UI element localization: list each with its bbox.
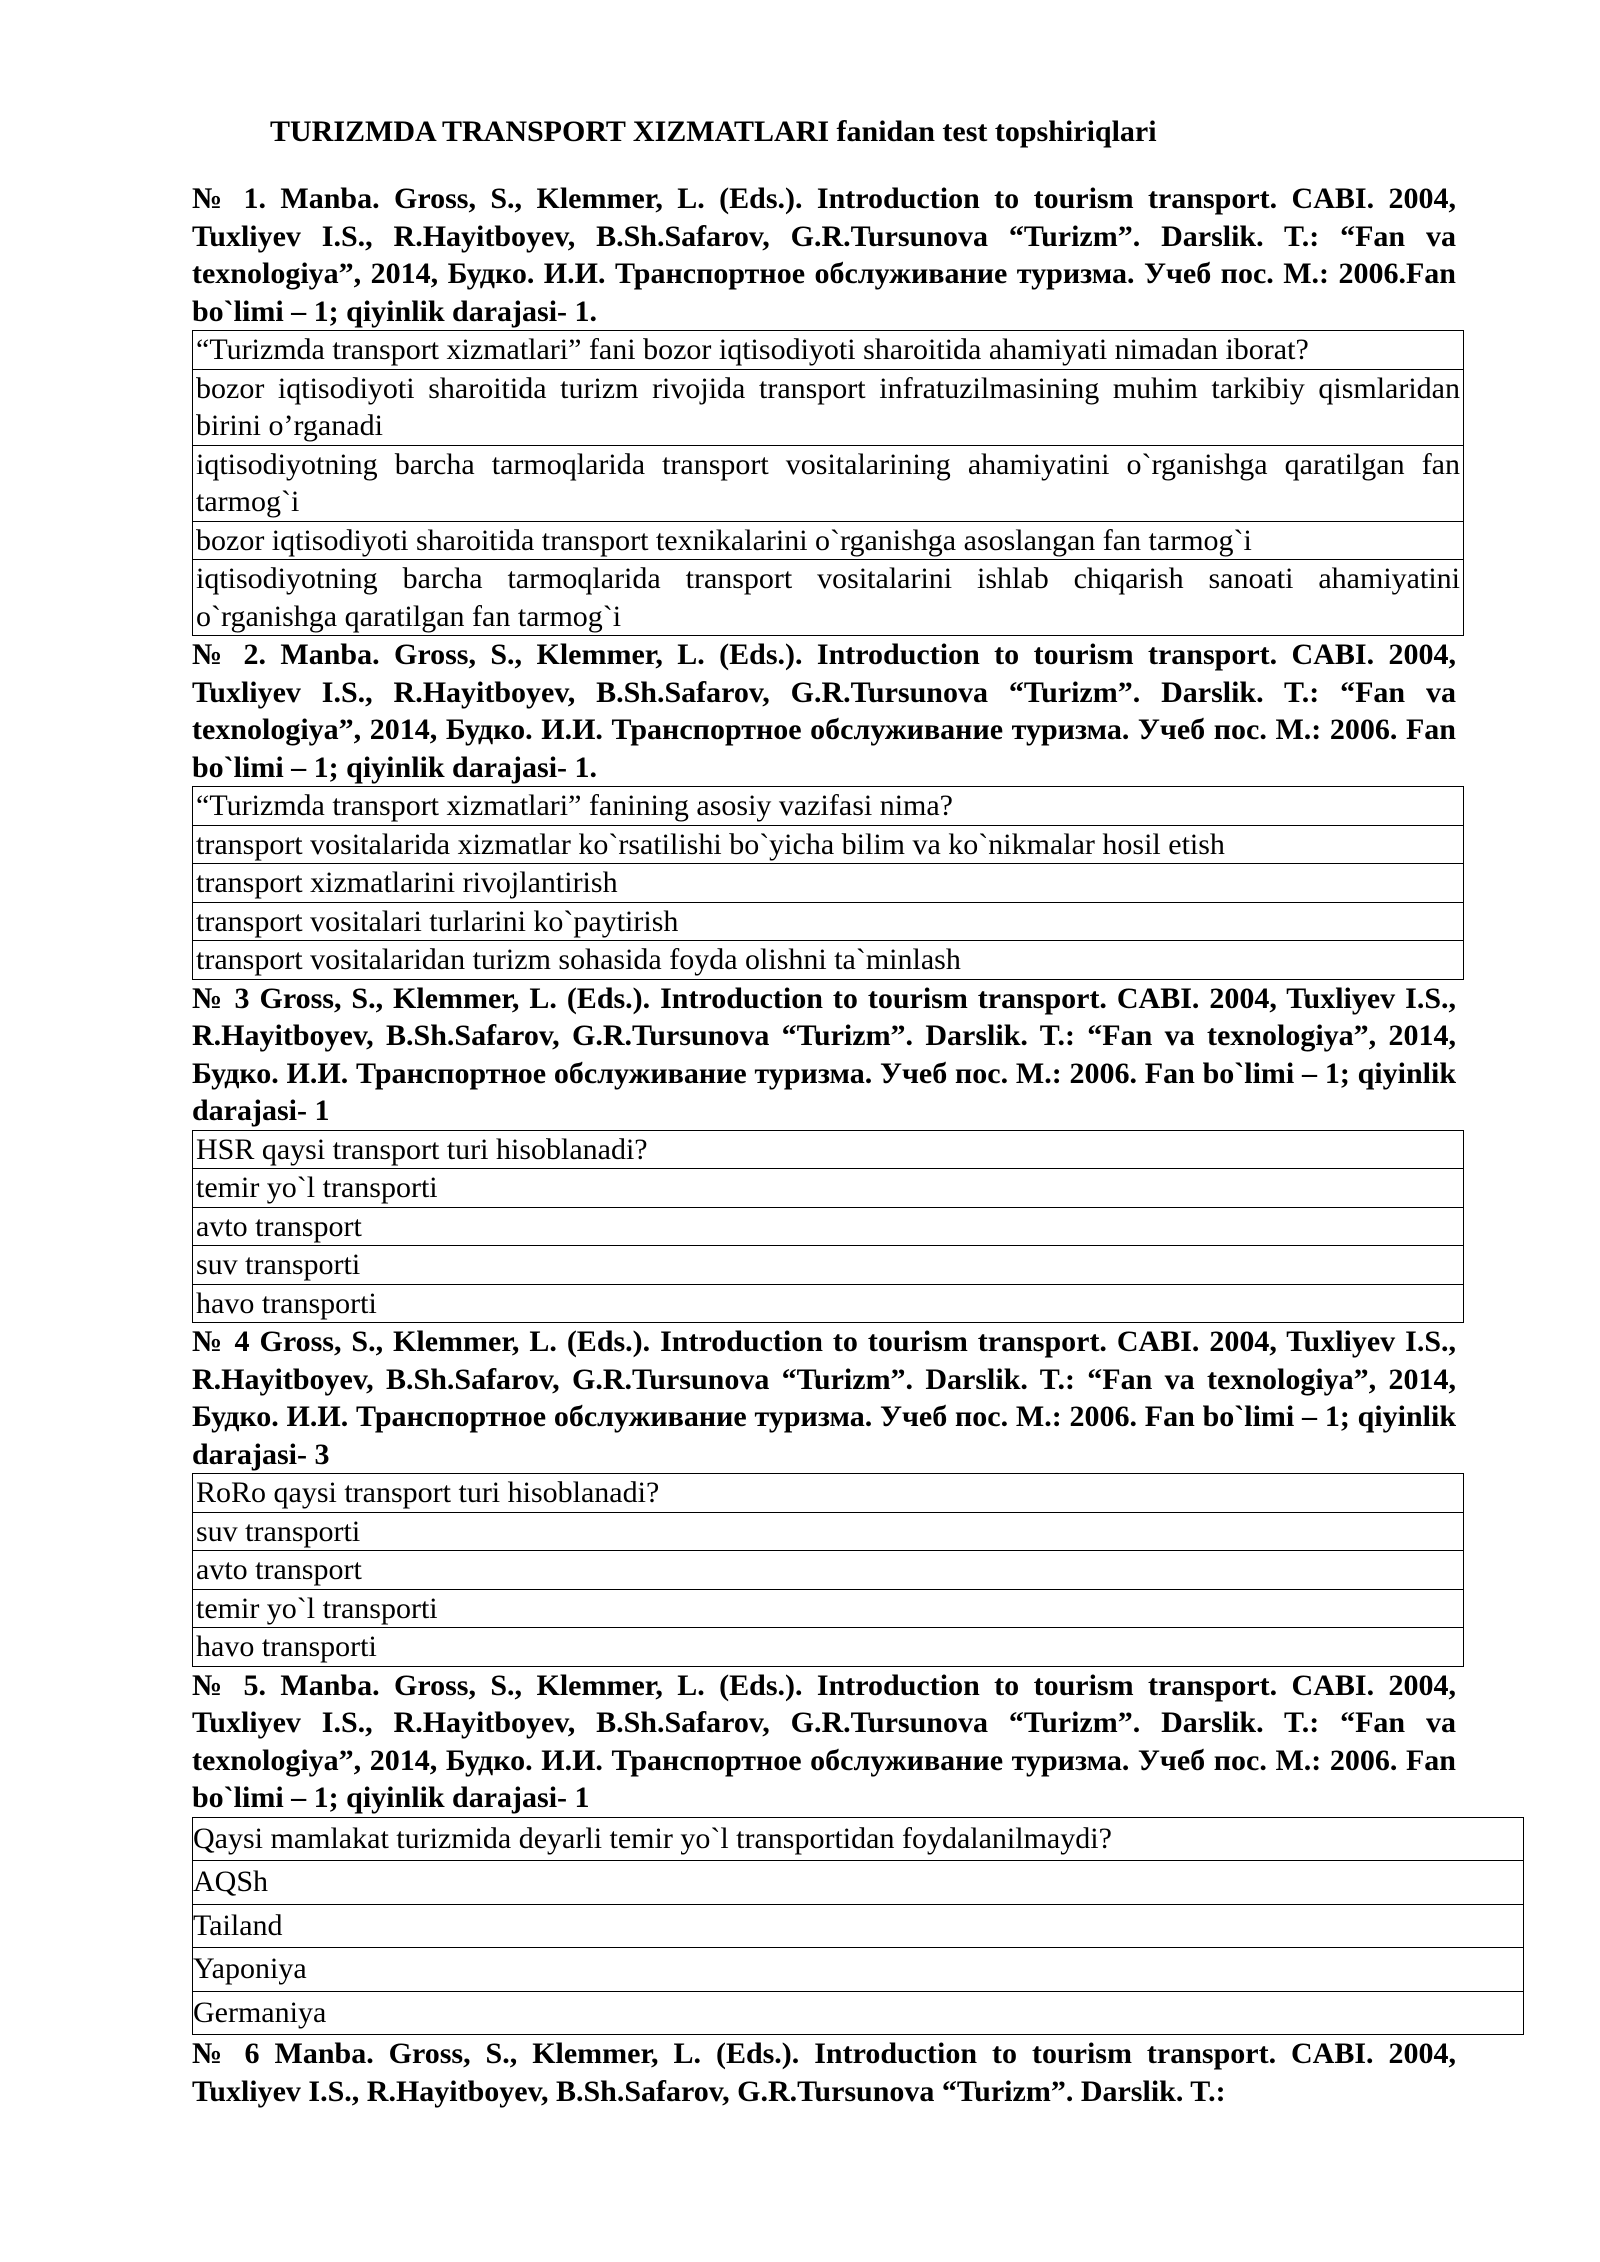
question-text: Qaysi mamlakat turizmida deyarli temir yo`l transportidan foydalanilmaydi?	[193, 1817, 1524, 1861]
answer-option: Germaniya	[193, 1991, 1524, 2035]
answer-option: transport xizmatlarini rivojlantirish	[193, 864, 1464, 903]
question-source-header: № 2. Manba. Gross, S., Klemmer, L. (Eds.). Introduction to tourism transport. CABI. 2004, Tuxliyev I.S., R.Hayitboyev, B.Sh.Safarov, G.R.Tursunova “Turizm”. Darslik. T.: “Fan va texnologiya”, 2014, Будко. И.И. Транспортное обслуживание туризма. Учеб пос. М.: 2006. Fan bo`limi – 1; qiyinlik darajasi- 1.	[192, 638, 1456, 784]
answer-option: iqtisodiyotning barcha tarmoqlarida transport vositalarini ishlab chiqarish sanoati ahamiyatini o`rganishga qaratilgan fan tarmog`i	[193, 560, 1464, 636]
answer-option: temir yo`l transporti	[193, 1589, 1464, 1628]
answer-option: havo transporti	[193, 1284, 1464, 1323]
question-source-header: № 3 Gross, S., Klemmer, L. (Eds.). Introduction to tourism transport. CABI. 2004, Tuxliyev I.S., R.Hayitboyev, B.Sh.Safarov, G.R.Tursunova “Turizm”. Darslik. T.: “Fan va texnologiya”, 2014, Будко. И.И. Транспортное обслуживание туризма. Учеб пос. М.: 2006. Fan bo`limi – 1; qiyinlik darajasi- 1	[192, 981, 1456, 1127]
answer-option: transport vositalari turlarini ko`paytirish	[193, 902, 1464, 941]
question-table	[192, 786, 1464, 980]
question-table	[192, 1473, 1464, 1667]
answer-option: transport vositalarida xizmatlar ko`rsatilishi bo`yicha bilim va ko`nikmalar hosil etish	[193, 825, 1464, 864]
answer-option: bozor iqtisodiyoti sharoitida turizm rivojida transport infratuzilmasining muhim tarkibiy qismlaridan birini o’rganadi	[193, 369, 1464, 445]
answer-option: suv transporti	[193, 1512, 1464, 1551]
answer-option: suv transporti	[193, 1246, 1464, 1285]
question-table	[192, 330, 1464, 636]
question-source-header: № 1. Manba. Gross, S., Klemmer, L. (Eds.). Introduction to tourism transport. CABI. 2004, Tuxliyev I.S., R.Hayitboyev, B.Sh.Safarov, G.R.Tursunova “Turizm”. Darslik. T.: “Fan va texnologiya”, 2014, Будко. И.И. Транспортное обслуживание туризма. Учеб пос. М.: 2006.Fan bo`limi – 1; qiyinlik darajasi- 1.	[192, 182, 1456, 328]
answer-option: AQSh	[193, 1861, 1524, 1905]
answer-option: Tailand	[193, 1904, 1524, 1948]
question-block-4	[192, 1323, 1456, 1667]
answer-option: havo transporti	[193, 1628, 1464, 1667]
answer-option: iqtisodiyotning barcha tarmoqlarida transport vositalarining ahamiyatini o`rganishga qaratilgan fan tarmog`i	[193, 445, 1464, 521]
answer-option: temir yo`l transporti	[193, 1169, 1464, 1208]
answer-option: bozor iqtisodiyoti sharoitida transport texnikalarini o`rganishga asoslangan fan tarmog`i	[193, 521, 1464, 560]
question-source-header: № 6 Manba. Gross, S., Klemmer, L. (Eds.). Introduction to tourism transport. CABI. 2004, Tuxliyev I.S., R.Hayitboyev, B.Sh.Safarov, G.R.Tursunova “Turizm”. Darslik. T.:	[192, 2037, 1456, 2108]
question-block-2	[192, 636, 1456, 980]
test-content	[192, 180, 1460, 2110]
answer-option: Yaponiya	[193, 1948, 1524, 1992]
question-source-header: № 4 Gross, S., Klemmer, L. (Eds.). Introduction to tourism transport. CABI. 2004, Tuxliyev I.S., R.Hayitboyev, B.Sh.Safarov, G.R.Tursunova “Turizm”. Darslik. T.: “Fan va texnologiya”, 2014, Будко. И.И. Транспортное обслуживание туризма. Учеб пос. М.: 2006. Fan bo`limi – 1; qiyinlik darajasi- 3	[192, 1325, 1456, 1471]
answer-option: transport vositalaridan turizm sohasida foyda olishni ta`minlash	[193, 941, 1464, 980]
document-title: TURIZMDA TRANSPORT XIZMATLARI fanidan test topshiriqlari	[270, 115, 1157, 148]
question-text: HSR qaysi transport turi hisoblanadi?	[193, 1130, 1464, 1169]
question-block-3	[192, 980, 1456, 1324]
answer-option: avto transport	[193, 1551, 1464, 1590]
question-text: “Turizmda transport xizmatlari” fani bozor iqtisodiyoti sharoitida ahamiyati nimadan iborat?	[193, 331, 1464, 370]
question-block-5	[192, 1667, 1456, 2036]
question-block-6	[192, 2035, 1456, 2110]
question-text: “Turizmda transport xizmatlari” fanining asosiy vazifasi nima?	[193, 787, 1464, 826]
question-table	[192, 1130, 1464, 1324]
question-block-1	[192, 180, 1460, 636]
question-text: RoRo qaysi transport turi hisoblanadi?	[193, 1474, 1464, 1513]
question-table	[192, 1817, 1524, 2036]
question-source-header: № 5. Manba. Gross, S., Klemmer, L. (Eds.). Introduction to tourism transport. CABI. 2004, Tuxliyev I.S., R.Hayitboyev, B.Sh.Safarov, G.R.Tursunova “Turizm”. Darslik. T.: “Fan va texnologiya”, 2014, Будко. И.И. Транспортное обслуживание туризма. Учеб пос. М.: 2006. Fan bo`limi – 1; qiyinlik darajasi- 1	[192, 1668, 1456, 1814]
answer-option: avto transport	[193, 1207, 1464, 1246]
